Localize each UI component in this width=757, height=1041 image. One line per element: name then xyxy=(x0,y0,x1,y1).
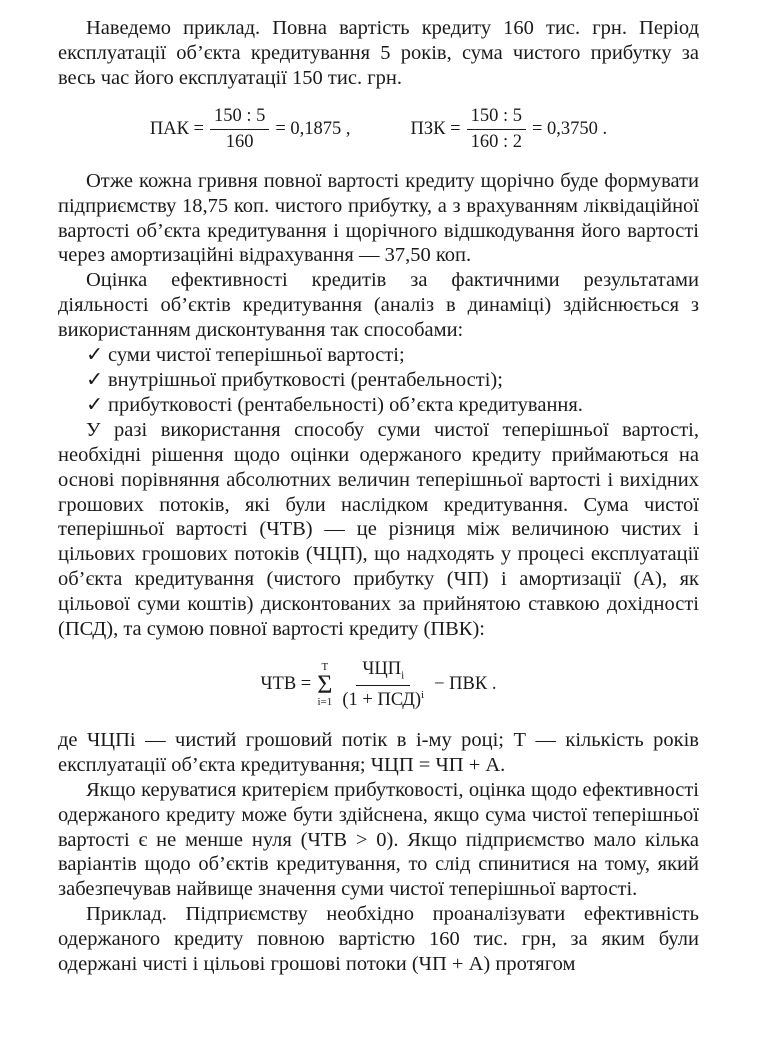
chtv-numerator xyxy=(356,659,410,686)
paragraph-example-2: Приклад. Підприємству необхідно проаналізувати ефективність одержаного кредиту повною вартістю 160 тис. грн, за яким були одержані чисті і цільові грошові потоки (ЧП + А) протягом xyxy=(58,903,699,976)
paragraph-interpretation: Отже кожна гривня повної вартості кредиту щорічно буде формувати підприємству 18,75 коп. чистого прибутку, а з врахуванням ліквідаційної вартості об’єкта кредитування і щорічного відшкодування його вартості через амортизаційні відрахування — 37,50 коп. xyxy=(58,169,699,267)
paragraph-criterion: Якщо керуватися критерієм прибутковості, оцінка щодо ефективності одержаного кредиту може бути здійснена, якщо сума чистої теперішньої вартості є не менше нуля (ЧТВ > 0). Якщо підприємство мало кілька варіантів щодо об’єктів кредитування, то слід спинитися на тому, який забезпечував найвище значення суми чистої теперішньої вартості. xyxy=(58,778,699,901)
checklist-item-text: прибутковості (рентабельності) об’єкта кредитування. xyxy=(108,393,583,416)
sum-upper-limit: T xyxy=(321,660,329,673)
chtv-rhs: − ПВК . xyxy=(434,674,497,695)
sum-sign: Σ xyxy=(317,669,333,699)
checklist-item-text: суми чистої теперішньої вартості; xyxy=(108,344,405,367)
checkmark-icon: ✓ xyxy=(86,344,104,367)
formula-pak xyxy=(150,106,351,153)
pak-denominator: 160 xyxy=(225,132,254,153)
formula-pzk xyxy=(411,106,608,153)
paragraph-formula-legend: де ЧЦПі — чистий грошовий потік в i-му році; Т — кількість років експлуатації об’єкта кредитування; ЧЦП = ЧП + А. xyxy=(58,728,699,776)
pzk-fraction xyxy=(467,106,526,153)
chtv-denominator-sup: i xyxy=(421,688,425,701)
checklist-item xyxy=(86,393,699,418)
chtv-numerator-text: ЧЦП xyxy=(362,659,402,680)
methods-checklist xyxy=(58,343,699,418)
chtv-numerator-sub: i xyxy=(401,669,405,682)
pak-numerator: 150 : 5 xyxy=(210,106,269,130)
checkmark-icon: ✓ xyxy=(86,393,104,416)
formula-chtv xyxy=(58,642,699,728)
formula-pak-pzk xyxy=(58,91,699,169)
checklist-item xyxy=(86,368,699,393)
pzk-result: = 0,3750 . xyxy=(531,119,608,140)
checkmark-icon: ✓ xyxy=(86,368,104,391)
chtv-denominator-text: (1 + ПСД) xyxy=(342,689,422,710)
paragraph-example-intro: Наведемо приклад. Повна вартість кредиту 160 тис. грн. Період експлуатації об’єкта кредитування 5 років, сума чистого прибутку за весь час його експлуатації 150 тис. грн. xyxy=(58,17,699,89)
sum-lower-limit: i=1 xyxy=(317,695,333,708)
checklist-item xyxy=(86,343,699,368)
checklist-item-text: внутрішньої прибутковості (рентабельності); xyxy=(108,368,503,391)
summation-operator xyxy=(317,662,332,708)
pzk-denominator: 160 : 2 xyxy=(470,132,522,153)
paragraph-methods-intro: Оцінка ефективності кредитів за фактичними результатами діяльності об’єктів кредитування (аналіз в динаміці) здійснюється з використанням дисконтування так способами: xyxy=(58,269,699,342)
paragraph-npv-method: У разі використання способу суми чистої теперішньої вартості, необхідні рішення щодо оцінки одержаного кредиту приймаються на основі порівняння абсолютних величин теперішньої вартості і вихідних грошових потоків, які були наслідком кредитування. Сума чистої теперішньої вартості (ЧТВ) — це різниця між величиною чистих і цільових грошових потоків (ЧЦП), що надходять у процесі експлуатації об’єкта кредитування (чистого прибутку (ЧП) і амортизації (А), як цільової суми коштів) дисконтованих за прийнятою ставкою дохідності (ПСД), та сумою повної вартості кредиту (ПВК): xyxy=(58,418,699,641)
chtv-fraction xyxy=(338,659,428,711)
pzk-numerator: 150 : 5 xyxy=(467,106,526,130)
pak-label: ПАК = xyxy=(149,119,204,140)
pak-fraction xyxy=(210,106,269,153)
pak-result: = 0,1875 , xyxy=(275,119,351,140)
pzk-label: ПЗК = xyxy=(410,119,461,140)
chtv-lhs: ЧТВ = xyxy=(260,674,312,695)
chtv-denominator xyxy=(338,686,428,711)
